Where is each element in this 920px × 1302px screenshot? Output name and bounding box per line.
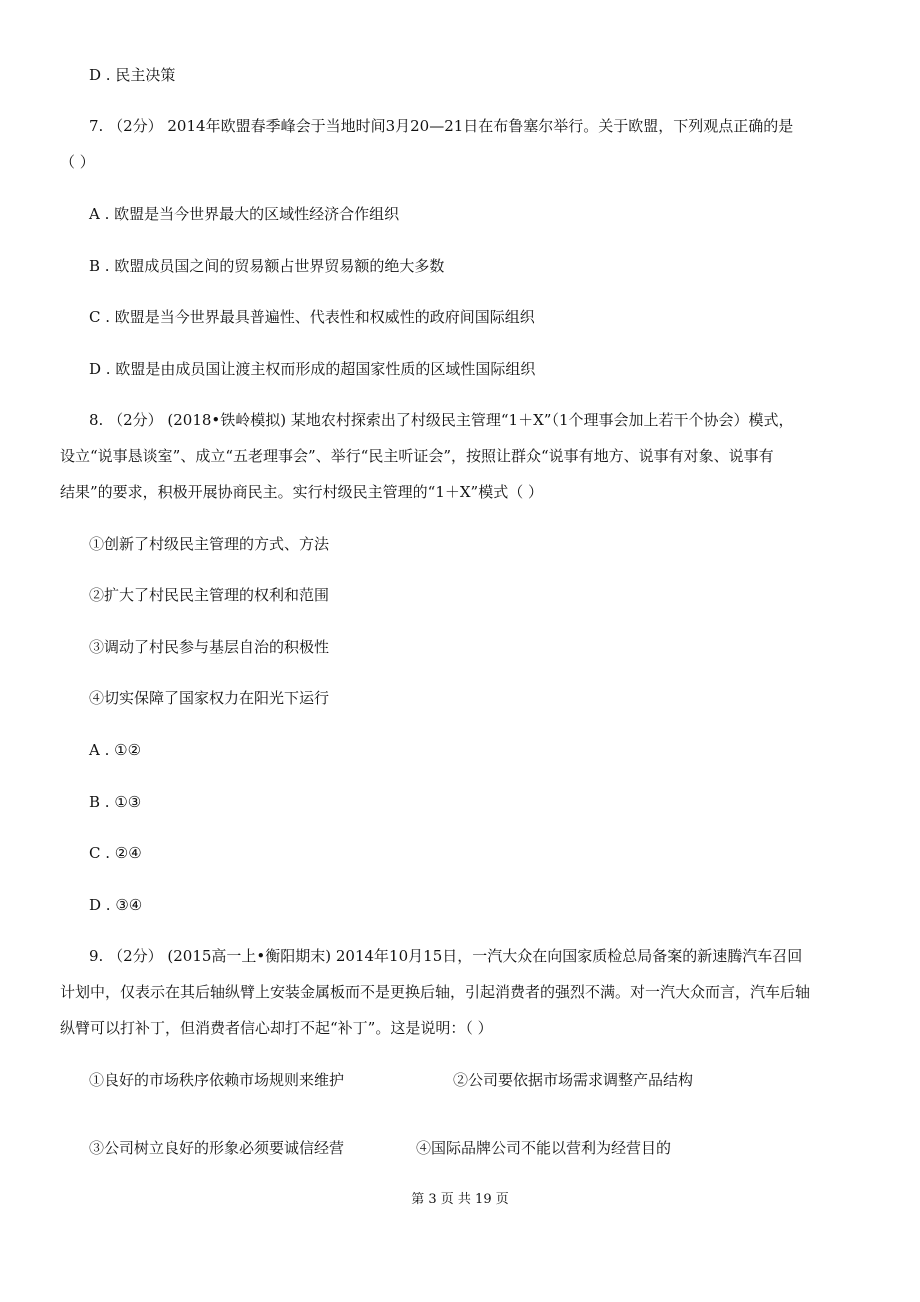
q6-option-d: D . 民主决策 (89, 66, 176, 84)
q8-item-4: ④切实保障了国家权力在阳光下运行 (89, 689, 330, 707)
q7-option-c: C . 欧盟是当今世界最具普遍性、代表性和权威性的政府间国际组织 (89, 308, 535, 326)
q9-item-4: ④国际品牌公司不能以营利为经营目的 (416, 1139, 672, 1157)
q7-stem-line2: （ ） (60, 153, 95, 171)
q8-option-d: D . ③④ (89, 896, 143, 914)
q8-option-c: C . ②④ (89, 844, 142, 862)
q8-option-a: A . ①② (89, 741, 142, 759)
q9-item-2: ②公司要依据市场需求调整产品结构 (453, 1071, 694, 1089)
q9-stem-line1: 9. （2分） (2015高一上•衡阳期末) 2014年10月15日，一汽大众在向国家质检总局备案的新速腾汽车召回 (89, 947, 803, 965)
q8-option-b: B . ①③ (89, 793, 142, 811)
q9-item-3: ③公司树立良好的形象必须要诚信经营 (89, 1139, 345, 1157)
q8-stem-line3: 结果”的要求，积极开展协商民主。实行村级民主管理的“1＋X”模式（ ） (60, 483, 543, 501)
page-footer: 第 3 页 共 19 页 (411, 1192, 509, 1207)
q7-option-b: B . 欧盟成员国之间的贸易额占世界贸易额的绝大多数 (89, 257, 445, 275)
q7-option-a: A . 欧盟是当今世界最大的区域性经济合作组织 (89, 205, 400, 223)
q9-item-1: ①良好的市场秩序依赖市场规则来维护 (89, 1071, 345, 1089)
q8-stem-line2: 设立“说事恳谈室”、成立“五老理事会”、举行“民主听证会”，按照让群众“说事有地方、说事有对象、说事有 (60, 447, 774, 465)
q8-item-1: ①创新了村级民主管理的方式、方法 (89, 535, 330, 553)
q7-stem-line1: 7. （2分） 2014年欧盟春季峰会于当地时间3月20—21日在布鲁塞尔举行。关于欧盟，下列观点正确的是 (89, 117, 794, 135)
q8-stem-line1: 8. （2分） (2018•铁岭模拟) 某地农村探索出了村级民主管理“1＋X”（1个理事会加上若干个协会）模式， (89, 411, 794, 429)
q8-item-3: ③调动了村民参与基层自治的积极性 (89, 638, 330, 656)
q7-option-d: D . 欧盟是由成员国让渡主权而形成的超国家性质的区域性国际组织 (89, 360, 536, 378)
q9-stem-line2: 计划中，仅表示在其后轴纵臂上安装金属板而不是更换后轴，引起消费者的强烈不满。对一汽大众而言，汽车后轴 (60, 983, 811, 1001)
q8-item-2: ②扩大了村民民主管理的权利和范围 (89, 586, 330, 604)
q9-stem-line3: 纵臂可以打补丁，但消费者信心却打不起“补丁”。这是说明：（ ） (60, 1019, 493, 1037)
